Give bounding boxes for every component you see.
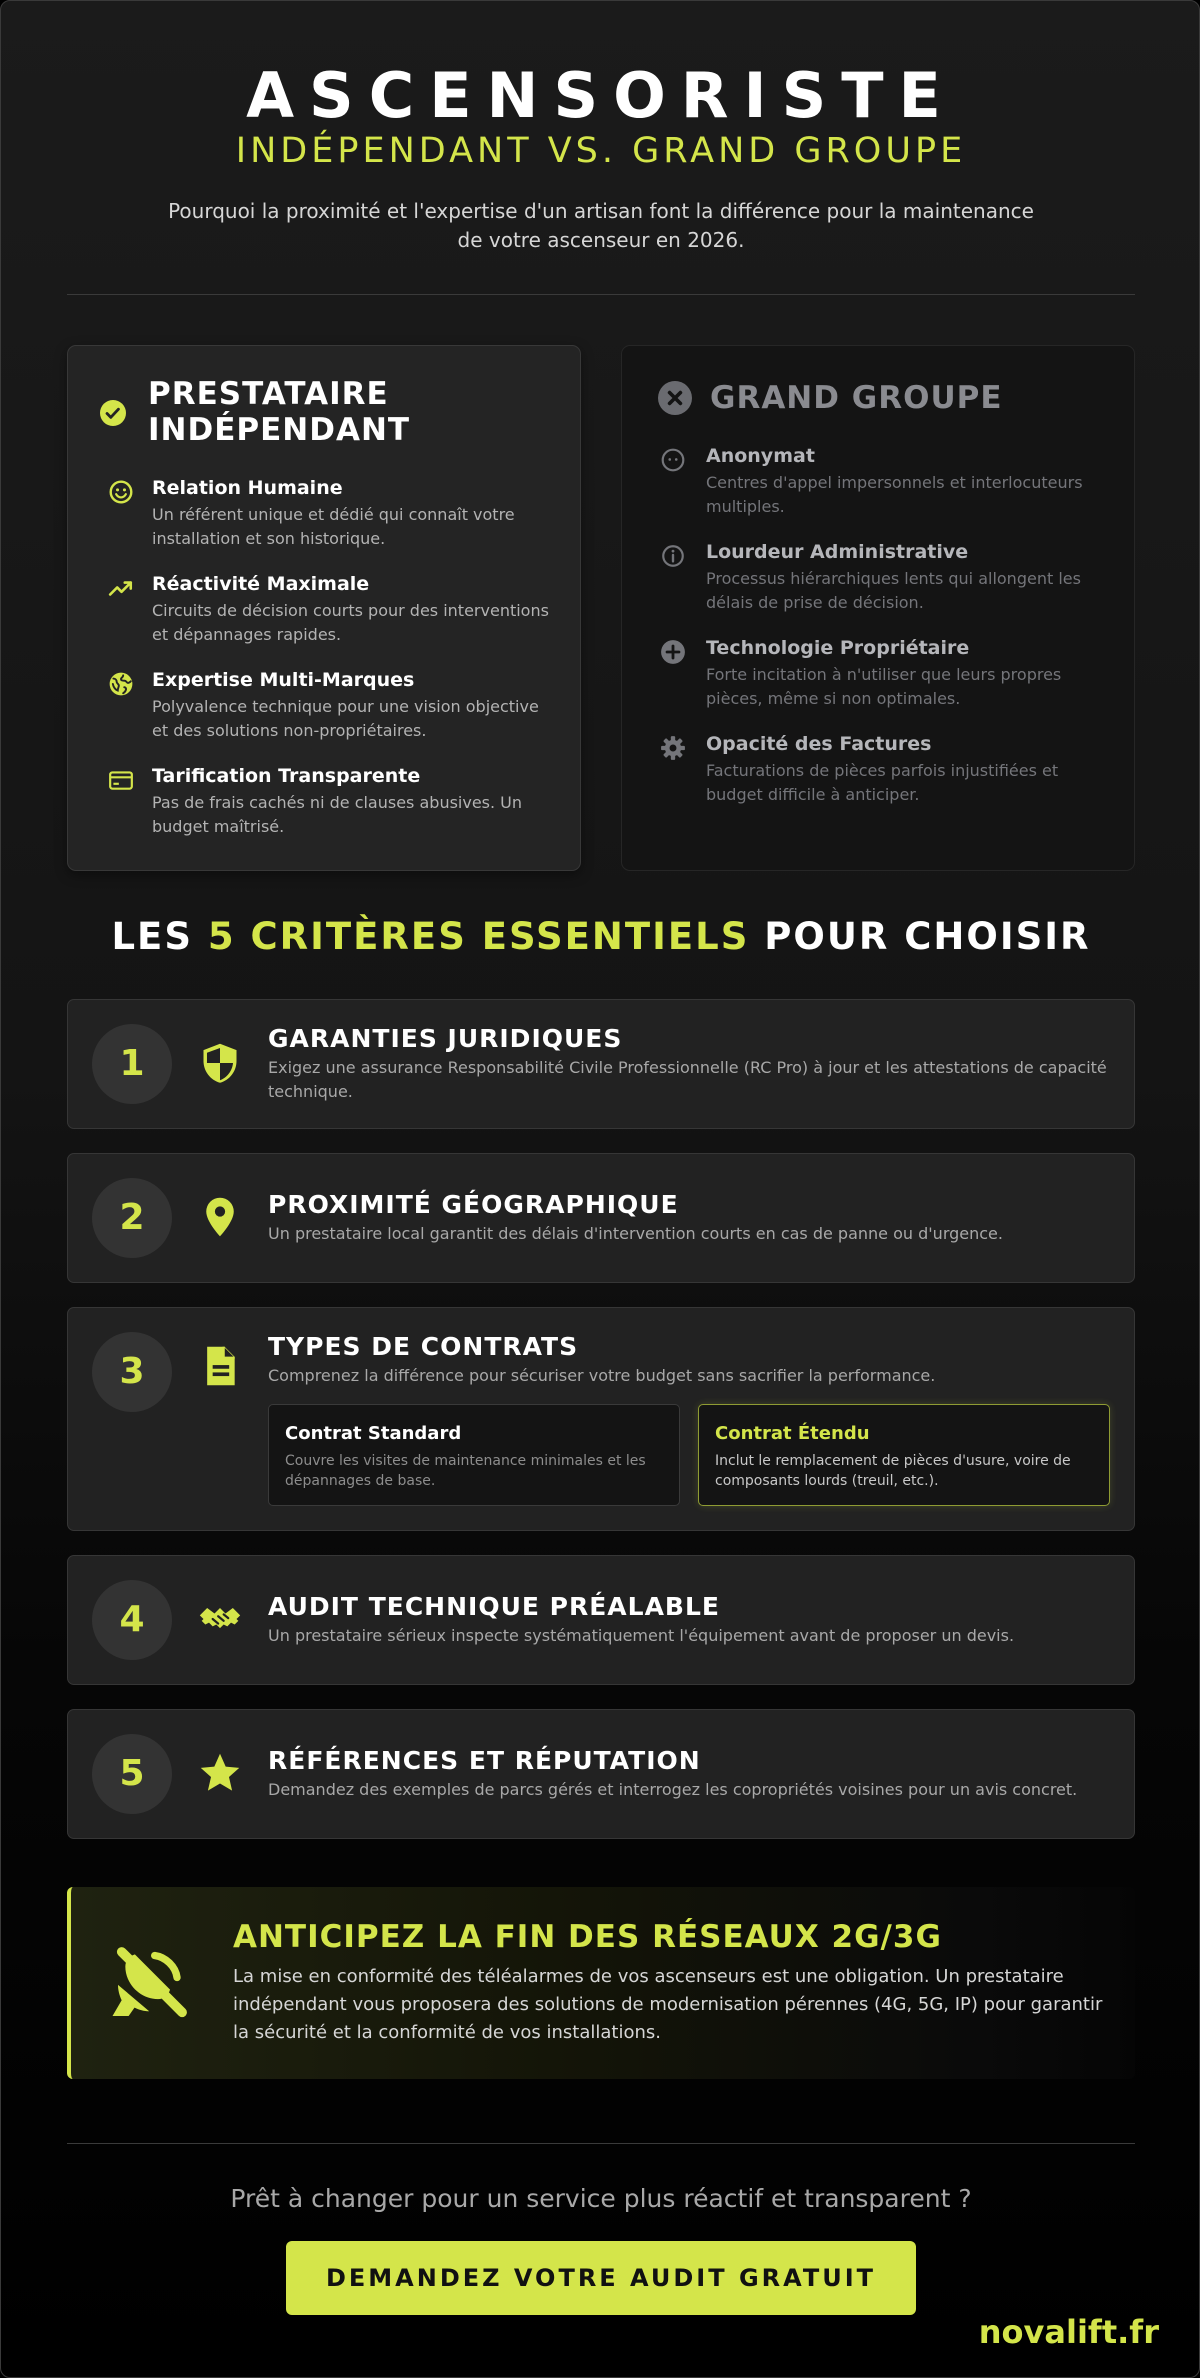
divider	[67, 294, 1135, 295]
cta-question: Prêt à changer pour un service plus réactif et transparent ?	[230, 2184, 972, 2213]
gear-icon	[660, 735, 686, 761]
feature-name: Technologie Propriétaire	[706, 637, 970, 659]
criterion-number: 1	[92, 1024, 172, 1104]
banner-text: La mise en conformité des téléalarmes de vos ascenseurs est une obligation. Un prestataire indépendant vous proposera des solutions de modernisation pérennes (4G, 5G, IP) pour garantir la sécurité et la conformité de vos installations.	[233, 1966, 1103, 2043]
title-highlight: 5 CRITÈRES ESSENTIELS	[207, 915, 750, 958]
criterion-desc: Demandez des exemples de parcs gérés et interrogez les copropriétés voisines pour un avis concret.	[268, 1780, 1078, 1799]
feature-name: Lourdeur Administrative	[706, 541, 969, 563]
wallet-icon	[108, 767, 134, 793]
request-audit-button[interactable]: DEMANDEZ VOTRE AUDIT GRATUIT	[286, 2241, 916, 2315]
banner-title: ANTICIPEZ LA FIN DES RÉSEAUX 2G/3G	[233, 1919, 942, 1955]
map-pin-icon	[198, 1195, 242, 1239]
feature-desc: Processus hiérarchiques lents qui allongent les délais de prise de décision.	[706, 569, 1081, 612]
criteria-section-title	[1, 915, 1200, 958]
criterion-desc: Un prestataire sérieux inspecte systématiquement l'équipement avant de proposer un devis.	[268, 1626, 1015, 1645]
criterion-card	[67, 1307, 1135, 1531]
network-alert-banner	[67, 1887, 1135, 2079]
contract-extended-box	[698, 1404, 1110, 1506]
title-part: POUR CHOISIR	[749, 915, 1091, 958]
criterion-title: RÉFÉRENCES ET RÉPUTATION	[268, 1746, 701, 1775]
criterion-number: 3	[92, 1332, 172, 1412]
independent-card	[67, 345, 581, 871]
feature-desc: Un référent unique et dédié qui connaît votre installation et son historique.	[152, 505, 515, 548]
smile-icon	[108, 479, 134, 505]
criterion-title: PROXIMITÉ GÉOGRAPHIQUE	[268, 1190, 679, 1219]
independent-title: PRESTATAIRE INDÉPENDANT	[148, 376, 411, 448]
criterion-title: TYPES DE CONTRATS	[268, 1332, 579, 1361]
criterion-desc: Exigez une assurance Responsabilité Civile Professionnelle (RC Pro) à jour et les attestations de capacité technique.	[268, 1058, 1107, 1101]
feature-name: Opacité des Factures	[706, 733, 932, 755]
group-card	[621, 345, 1135, 871]
feature-name: Réactivité Maximale	[152, 573, 370, 595]
page-title: ASCENSORISTE	[246, 59, 956, 132]
feature-desc: Pas de frais cachés ni de clauses abusives. Un budget maîtrisé.	[152, 793, 523, 836]
feature-desc: Circuits de décision courts pour des interventions et dépannages rapides.	[152, 601, 549, 644]
criterion-title: GARANTIES JURIDIQUES	[268, 1024, 623, 1053]
contract-desc: Couvre les visites de maintenance minimales et les dépannages de base.	[285, 1453, 646, 1489]
criterion-card	[67, 1153, 1135, 1283]
feature-desc: Forte incitation à n'utiliser que leurs propres pièces, même si non optimales.	[706, 665, 1062, 708]
contract-desc: Inclut le remplacement de pièces d'usure, voire de composants lourds (treuil, etc.).	[715, 1453, 1071, 1489]
handshake-icon	[198, 1597, 242, 1641]
info-icon	[660, 543, 686, 569]
x-circle-icon	[658, 381, 692, 415]
document-icon	[198, 1344, 242, 1388]
feature-name: Relation Humaine	[152, 477, 343, 499]
criterion-number: 2	[92, 1178, 172, 1258]
page-subtitle: INDÉPENDANT VS. GRAND GROUPE	[235, 131, 967, 171]
intro-text: Pourquoi la proximité et l'expertise d'un artisan font la différence pour la maintenance de votre ascenseur en 2026.	[168, 199, 1034, 252]
criterion-card	[67, 1709, 1135, 1839]
contract-name: Contrat Étendu	[715, 1423, 870, 1444]
shield-icon	[198, 1041, 242, 1085]
plus-circle-icon	[660, 639, 686, 665]
neutral-face-icon	[660, 447, 686, 473]
criterion-number: 4	[92, 1580, 172, 1660]
criterion-number: 5	[92, 1734, 172, 1814]
feature-desc: Polyvalence technique pour une vision objective et des solutions non-propriétaires.	[152, 697, 539, 740]
contract-standard-box	[268, 1404, 680, 1506]
criterion-card	[67, 1555, 1135, 1685]
globe-icon	[108, 671, 134, 697]
contract-name: Contrat Standard	[285, 1423, 462, 1444]
feature-desc: Centres d'appel impersonnels et interlocuteurs multiples.	[706, 473, 1083, 516]
trend-up-icon	[108, 575, 134, 601]
brand-logo[interactable]: novalift.fr	[978, 2313, 1159, 2351]
title-part: LES	[111, 915, 208, 958]
satellite-dish-off-icon	[107, 1939, 195, 2027]
feature-name: Anonymat	[706, 445, 815, 467]
criterion-title: AUDIT TECHNIQUE PRÉALABLE	[268, 1592, 720, 1621]
feature-name: Tarification Transparente	[152, 765, 421, 787]
criterion-desc: Comprenez la différence pour sécuriser votre budget sans sacrifier la performance.	[268, 1366, 936, 1385]
check-circle-icon	[100, 400, 126, 426]
divider	[67, 2143, 1135, 2144]
criterion-desc: Un prestataire local garantit des délais d'intervention courts en cas de panne ou d'urgence.	[268, 1224, 1003, 1243]
feature-desc: Facturations de pièces parfois injustifiées et budget difficile à anticiper.	[706, 761, 1059, 804]
group-title: GRAND GROUPE	[710, 380, 1003, 416]
criterion-card	[67, 999, 1135, 1129]
feature-name: Expertise Multi-Marques	[152, 669, 415, 691]
star-icon	[198, 1751, 242, 1795]
